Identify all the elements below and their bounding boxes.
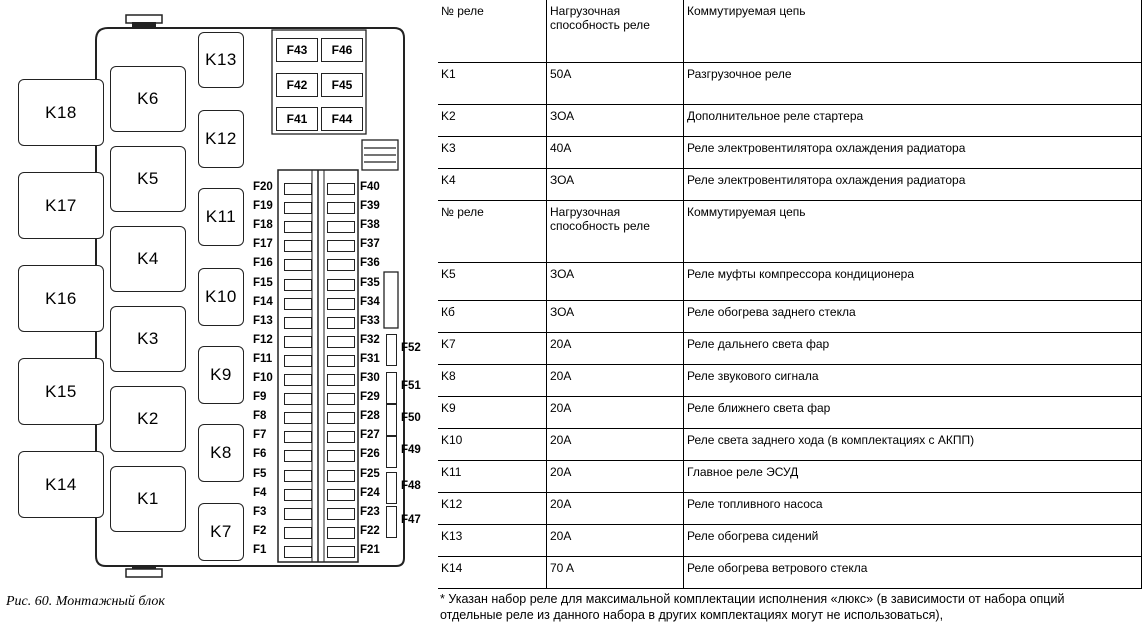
- cell-circuit: Реле света заднего хода (в комплектациях с АКПП): [684, 429, 1142, 461]
- cell-relay: Кб: [438, 301, 547, 333]
- cell-circuit: Реле обогрева заднего стекла: [684, 301, 1142, 333]
- fuse-label-left: F20: [253, 181, 273, 193]
- footnote-line-1: * Указан набор реле для максимальной комплектации исполнения «люкс» (в зависимости от набора опций: [440, 592, 1065, 606]
- fuse-slot: [327, 183, 355, 195]
- cell-relay: K3: [438, 136, 547, 168]
- side-fuse-slot: [386, 334, 397, 366]
- header-circuit: Коммутируемая цепь: [684, 0, 1142, 62]
- fuse-slot: [284, 450, 312, 462]
- fuse-slot: [284, 259, 312, 271]
- table-row: [438, 301, 1142, 333]
- fuse-label-left: F16: [253, 257, 273, 270]
- side-fuse-slot: [386, 506, 397, 538]
- fuse-label-right: F33: [360, 314, 380, 327]
- footnote-line-2: отдельные реле из данного набора в других комплектациях могут не использоваться),: [440, 608, 944, 622]
- fuse-f44: F44: [321, 107, 363, 131]
- table-row: [438, 429, 1142, 461]
- cell-load: 40A: [547, 136, 684, 168]
- relay-k13: K13: [198, 32, 244, 88]
- fuse-slot: [284, 336, 312, 348]
- header-load-capacity: Нагрузочная способность реле: [547, 201, 684, 263]
- cell-relay: K1: [438, 62, 547, 104]
- fuse-slot: [284, 298, 312, 310]
- table-row: [438, 333, 1142, 365]
- relay-table-1: [438, 0, 1142, 201]
- cell-load: 70 A: [547, 557, 684, 589]
- fuse-slot: [327, 240, 355, 252]
- table-row: [438, 493, 1142, 525]
- relay-k11: K11: [198, 188, 244, 246]
- fuse-slot: [327, 470, 355, 482]
- fuse-label-right: F28: [360, 410, 380, 423]
- relay-k16: K16: [18, 265, 104, 332]
- fuse-slot: [284, 202, 312, 214]
- cell-load: 20A: [547, 461, 684, 493]
- cell-load: 20A: [547, 525, 684, 557]
- fuse-f41: F41: [276, 107, 318, 131]
- fuse-slot: [284, 183, 312, 195]
- header-circuit: Коммутируемая цепь: [684, 201, 1142, 263]
- fuse-label-left: F14: [253, 295, 273, 308]
- fuse-slot: [327, 317, 355, 329]
- side-fuse-slot: [386, 372, 397, 404]
- fuse-slot: [284, 546, 312, 558]
- table-header-row: [438, 0, 1142, 62]
- fuse-label-left: F4: [253, 486, 267, 499]
- fuse-label-right: F36: [360, 257, 380, 270]
- cell-circuit: Реле ближнего света фар: [684, 397, 1142, 429]
- fuse-slot: [284, 355, 312, 367]
- cell-circuit: Дополнительное реле стартера: [684, 104, 1142, 136]
- cell-relay: K9: [438, 397, 547, 429]
- table-header-row: [438, 201, 1142, 263]
- cell-relay: K11: [438, 461, 547, 493]
- fuse-label-left: F9: [253, 391, 267, 404]
- fuse-label-right: F25: [360, 467, 380, 480]
- fuse-label-left: F10: [253, 372, 273, 384]
- relay-k17: K17: [18, 172, 104, 239]
- header-load-capacity: Нагрузочная способность реле: [547, 0, 684, 62]
- side-fuse-label: F47: [401, 514, 421, 526]
- fuse-label-left: F19: [253, 200, 273, 213]
- fuse-label-left: F3: [253, 505, 267, 518]
- fuse-label-left: F2: [253, 524, 267, 537]
- fuse-slot: [327, 489, 355, 501]
- header-relay-number: № реле: [438, 201, 547, 263]
- cell-circuit: Реле электровентилятора охлаждения радиатора: [684, 136, 1142, 168]
- cell-circuit: Реле обогрева сидений: [684, 525, 1142, 557]
- side-fuse-label: F49: [401, 444, 421, 456]
- fuse-label-right: F27: [360, 429, 380, 442]
- fuse-label-right: F34: [360, 295, 380, 308]
- fuse-slot: [284, 279, 312, 291]
- fuse-slot: [327, 279, 355, 291]
- fuse-slot: [284, 489, 312, 501]
- cell-load: ЗОА: [547, 168, 684, 200]
- cell-relay: K13: [438, 525, 547, 557]
- cell-load: 50A: [547, 62, 684, 104]
- footnote: [440, 591, 1140, 623]
- relay-k12: K12: [198, 110, 244, 168]
- fuse-slot: [284, 412, 312, 424]
- relay-k6: K6: [110, 66, 186, 132]
- fuse-slot: [327, 412, 355, 424]
- side-fuse-label: F50: [401, 412, 421, 424]
- fuse-slot: [327, 431, 355, 443]
- table-row: [438, 365, 1142, 397]
- fuse-slot: [327, 336, 355, 348]
- relay-k15: K15: [18, 358, 104, 425]
- fuse-label-right: F35: [360, 276, 380, 289]
- side-fuse-slot: [386, 404, 397, 436]
- fuse-label-right: F37: [360, 238, 380, 251]
- relay-k10: K10: [198, 268, 244, 326]
- fuse-slot: [284, 431, 312, 443]
- cell-relay: K10: [438, 429, 547, 461]
- fuse-label-left: F11: [253, 352, 273, 365]
- cell-load: 20A: [547, 333, 684, 365]
- fuse-slot: [327, 374, 355, 386]
- fuse-slot: [327, 221, 355, 233]
- cell-load: 20A: [547, 397, 684, 429]
- fuse-label-right: F39: [360, 200, 380, 213]
- relay-k5: K5: [110, 146, 186, 212]
- relay-table-2: [438, 201, 1142, 590]
- table-row: [438, 461, 1142, 493]
- fuse-block-diagram: [0, 0, 430, 627]
- cell-relay: K12: [438, 493, 547, 525]
- side-fuse-label: F51: [401, 380, 421, 392]
- side-fuse-slot: [386, 436, 397, 468]
- side-fuse-label: F48: [401, 480, 421, 492]
- fuse-label-right: F31: [360, 352, 380, 365]
- table-row: [438, 263, 1142, 301]
- cell-load: 20A: [547, 365, 684, 397]
- fuse-label-right: F23: [360, 505, 380, 518]
- cell-circuit: Разгрузочное реле: [684, 62, 1142, 104]
- fuse-slot: [327, 546, 355, 558]
- cell-circuit: Реле топливного насоса: [684, 493, 1142, 525]
- relay-table-2-body: [438, 263, 1142, 589]
- cell-circuit: Реле обогрева ветрового стекла: [684, 557, 1142, 589]
- table-row: [438, 525, 1142, 557]
- fuse-slot: [284, 374, 312, 386]
- cell-load: ЗОА: [547, 263, 684, 301]
- cell-circuit: Реле электровентилятора охлаждения радиатора: [684, 168, 1142, 200]
- fuse-slot: [284, 240, 312, 252]
- fuse-slot: [327, 450, 355, 462]
- fuse-slot: [284, 470, 312, 482]
- table-row: [438, 168, 1142, 200]
- relay-k4: K4: [110, 226, 186, 292]
- relay-tables: [438, 0, 1142, 589]
- cell-circuit: Реле муфты компрессора кондиционера: [684, 263, 1142, 301]
- table-row: [438, 557, 1142, 589]
- cell-relay: K7: [438, 333, 547, 365]
- fuse-label-right: F26: [360, 448, 380, 461]
- relay-k1: K1: [110, 466, 186, 532]
- fuse-label-right: F24: [360, 486, 380, 499]
- fuse-label-right: F30: [360, 372, 380, 384]
- fuse-slot: [327, 508, 355, 520]
- cell-circuit: Главное реле ЭСУД: [684, 461, 1142, 493]
- fuse-label-left: F15: [253, 276, 273, 289]
- cell-load: 20A: [547, 493, 684, 525]
- cell-relay: K14: [438, 557, 547, 589]
- fuse-f46: F46: [321, 38, 363, 62]
- fuse-slot: [327, 202, 355, 214]
- fuse-slot: [284, 527, 312, 539]
- fuse-f43: F43: [276, 38, 318, 62]
- relay-k8: K8: [198, 424, 244, 482]
- fuse-label-left: F5: [253, 467, 267, 480]
- fuse-slot: [327, 259, 355, 271]
- fuse-label-right: F40: [360, 181, 380, 193]
- relay-k3: K3: [110, 306, 186, 372]
- fuse-slot: [327, 298, 355, 310]
- fuse-label-left: F7: [253, 429, 267, 442]
- fuse-label-left: F12: [253, 333, 273, 346]
- fuse-label-left: F17: [253, 238, 273, 251]
- table-row: [438, 136, 1142, 168]
- cell-relay: K8: [438, 365, 547, 397]
- fuse-label-right: F38: [360, 219, 380, 232]
- cell-load: ЗОА: [547, 104, 684, 136]
- relay-k14: K14: [18, 451, 104, 518]
- cell-load: ЗОА: [547, 301, 684, 333]
- fuse-label-right: F32: [360, 333, 380, 346]
- fuse-label-left: F6: [253, 448, 267, 461]
- fuse-label-right: F22: [360, 524, 380, 537]
- fuse-label-left: F8: [253, 410, 267, 423]
- cell-load: 20A: [547, 429, 684, 461]
- cell-relay: K2: [438, 104, 547, 136]
- relay-k9: K9: [198, 346, 244, 404]
- fuse-label-left: F13: [253, 314, 273, 327]
- fuse-slot: [327, 393, 355, 405]
- fuse-slot: [327, 527, 355, 539]
- side-fuse-label: F52: [401, 342, 421, 354]
- fuse-label-left: F18: [253, 219, 273, 232]
- fuse-f42: F42: [276, 73, 318, 97]
- relay-k2: K2: [110, 386, 186, 452]
- fuse-slot: [284, 508, 312, 520]
- header-relay-number: № реле: [438, 0, 547, 62]
- fuse-label-left: F1: [253, 543, 267, 556]
- fuse-slot: [284, 393, 312, 405]
- cell-circuit: Реле дальнего света фар: [684, 333, 1142, 365]
- fuse-slot: [284, 317, 312, 329]
- cell-relay: K4: [438, 168, 547, 200]
- fuse-slot: [284, 221, 312, 233]
- relay-k7: K7: [198, 503, 244, 561]
- fuse-label-right: F21: [360, 543, 380, 556]
- fuse-label-right: F29: [360, 391, 380, 404]
- relay-k18: K18: [18, 79, 104, 146]
- side-fuse-slot: [386, 472, 397, 504]
- cell-circuit: Реле звукового сигнала: [684, 365, 1142, 397]
- fuse-slot: [327, 355, 355, 367]
- figure-caption: Рис. 60. Монтажный блок: [6, 594, 165, 609]
- table-row: [438, 397, 1142, 429]
- table-row: [438, 104, 1142, 136]
- fuse-f45: F45: [321, 73, 363, 97]
- table-row: [438, 62, 1142, 104]
- cell-relay: K5: [438, 263, 547, 301]
